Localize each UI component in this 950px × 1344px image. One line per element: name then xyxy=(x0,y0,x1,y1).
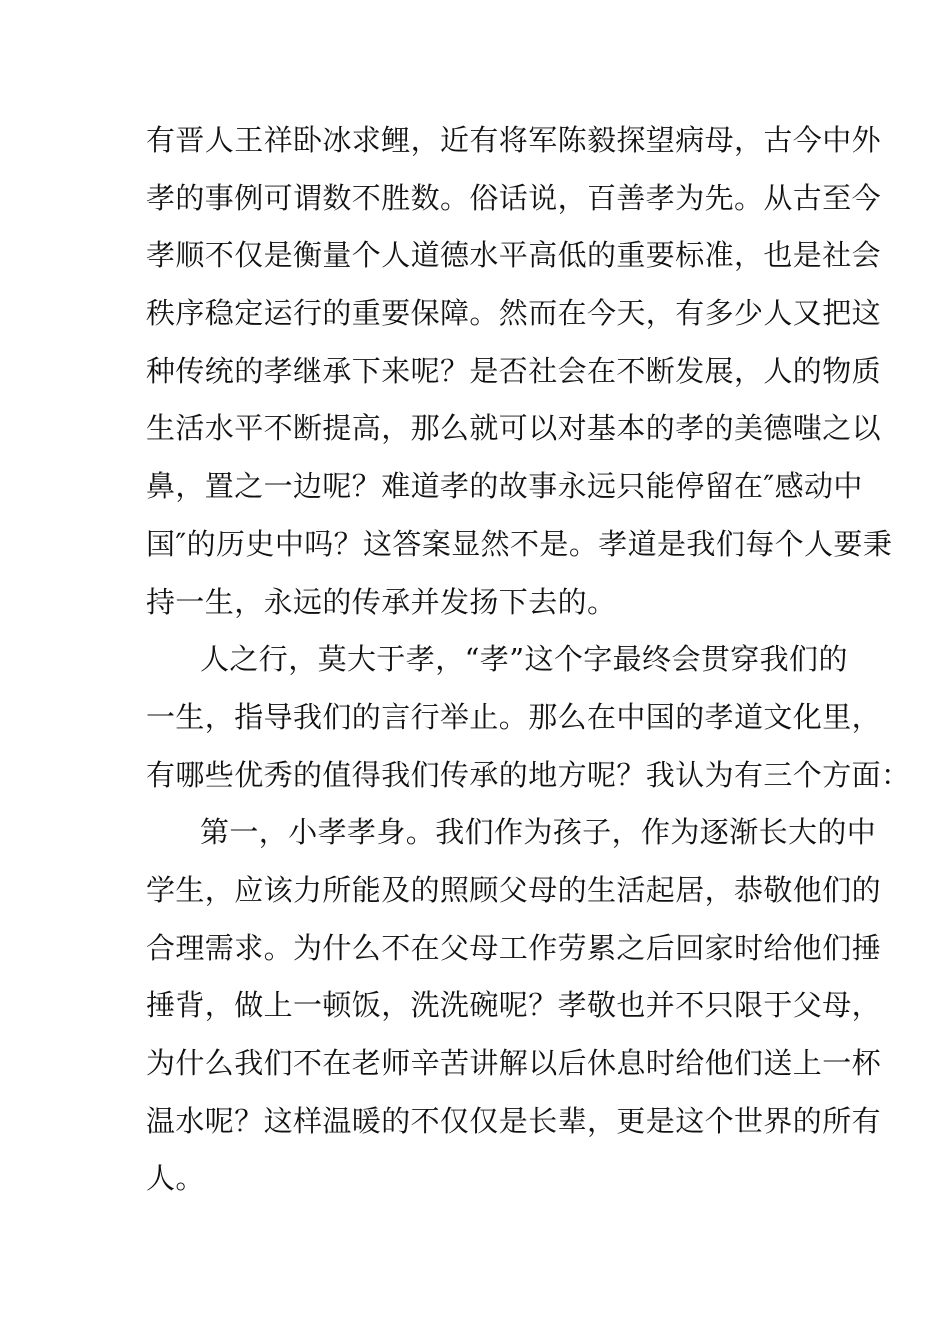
text-line: 捶背，做上一顿饭，洗洗碗呢？孝敬也并不只限于父母， xyxy=(146,988,882,1023)
text-line: 持一生，永远的传承并发扬下去的。 xyxy=(146,584,617,619)
text-line: 温水呢？这样温暖的不仅仅是长辈，更是这个世界的所有 xyxy=(146,1103,882,1138)
text-line: 孝的事例可谓数不胜数。俗话说，百善孝为先。从古至今 xyxy=(146,180,882,215)
text-line: 生活水平不断提高，那么就可以对基本的孝的美德嗤之以 xyxy=(146,411,882,446)
text-line: 学生，应该力所能及的照顾父母的生活起居，恭敬他们的 xyxy=(146,872,882,907)
text-line: 孝顺不仅是衡量个人道德水平高低的重要标准，也是社会 xyxy=(146,238,882,273)
text-line: 人。 xyxy=(146,1161,205,1196)
text-line: 种传统的孝继承下来呢？是否社会在不断发展，人的物质 xyxy=(146,353,882,388)
text-line: 国″的历史中吗？这答案显然不是。孝道是我们每个人要秉 xyxy=(146,526,893,561)
text-line: 秩序稳定运行的重要保障。然而在今天，有多少人又把这 xyxy=(146,296,882,331)
text-line: 有哪些优秀的值得我们传承的地方呢？我认为有三个方面： xyxy=(146,757,911,792)
text-line: 一生，指导我们的言行举止。那么在中国的孝道文化里， xyxy=(146,699,882,734)
text-line: 鼻，置之一边呢？难道孝的故事永远只能停留在″感动中 xyxy=(146,469,863,504)
document-body xyxy=(146,112,911,1208)
text-line: 有晋人王祥卧冰求鲤，近有将军陈毅探望病母，古今中外 xyxy=(146,123,882,157)
text-line: 为什么我们不在老师辛苦讲解以后休息时给他们送上一杯 xyxy=(146,1046,882,1080)
paragraph-start-line: 人之行，莫大于孝，“孝”这个字最终会贯穿我们的 xyxy=(200,642,848,677)
text-line: 合理需求。为什么不在父母工作劳累之后回家时给他们捶 xyxy=(146,930,882,965)
paragraph-start-line: 第一，小孝孝身。我们作为孩子，作为逐渐长大的中 xyxy=(200,815,877,850)
